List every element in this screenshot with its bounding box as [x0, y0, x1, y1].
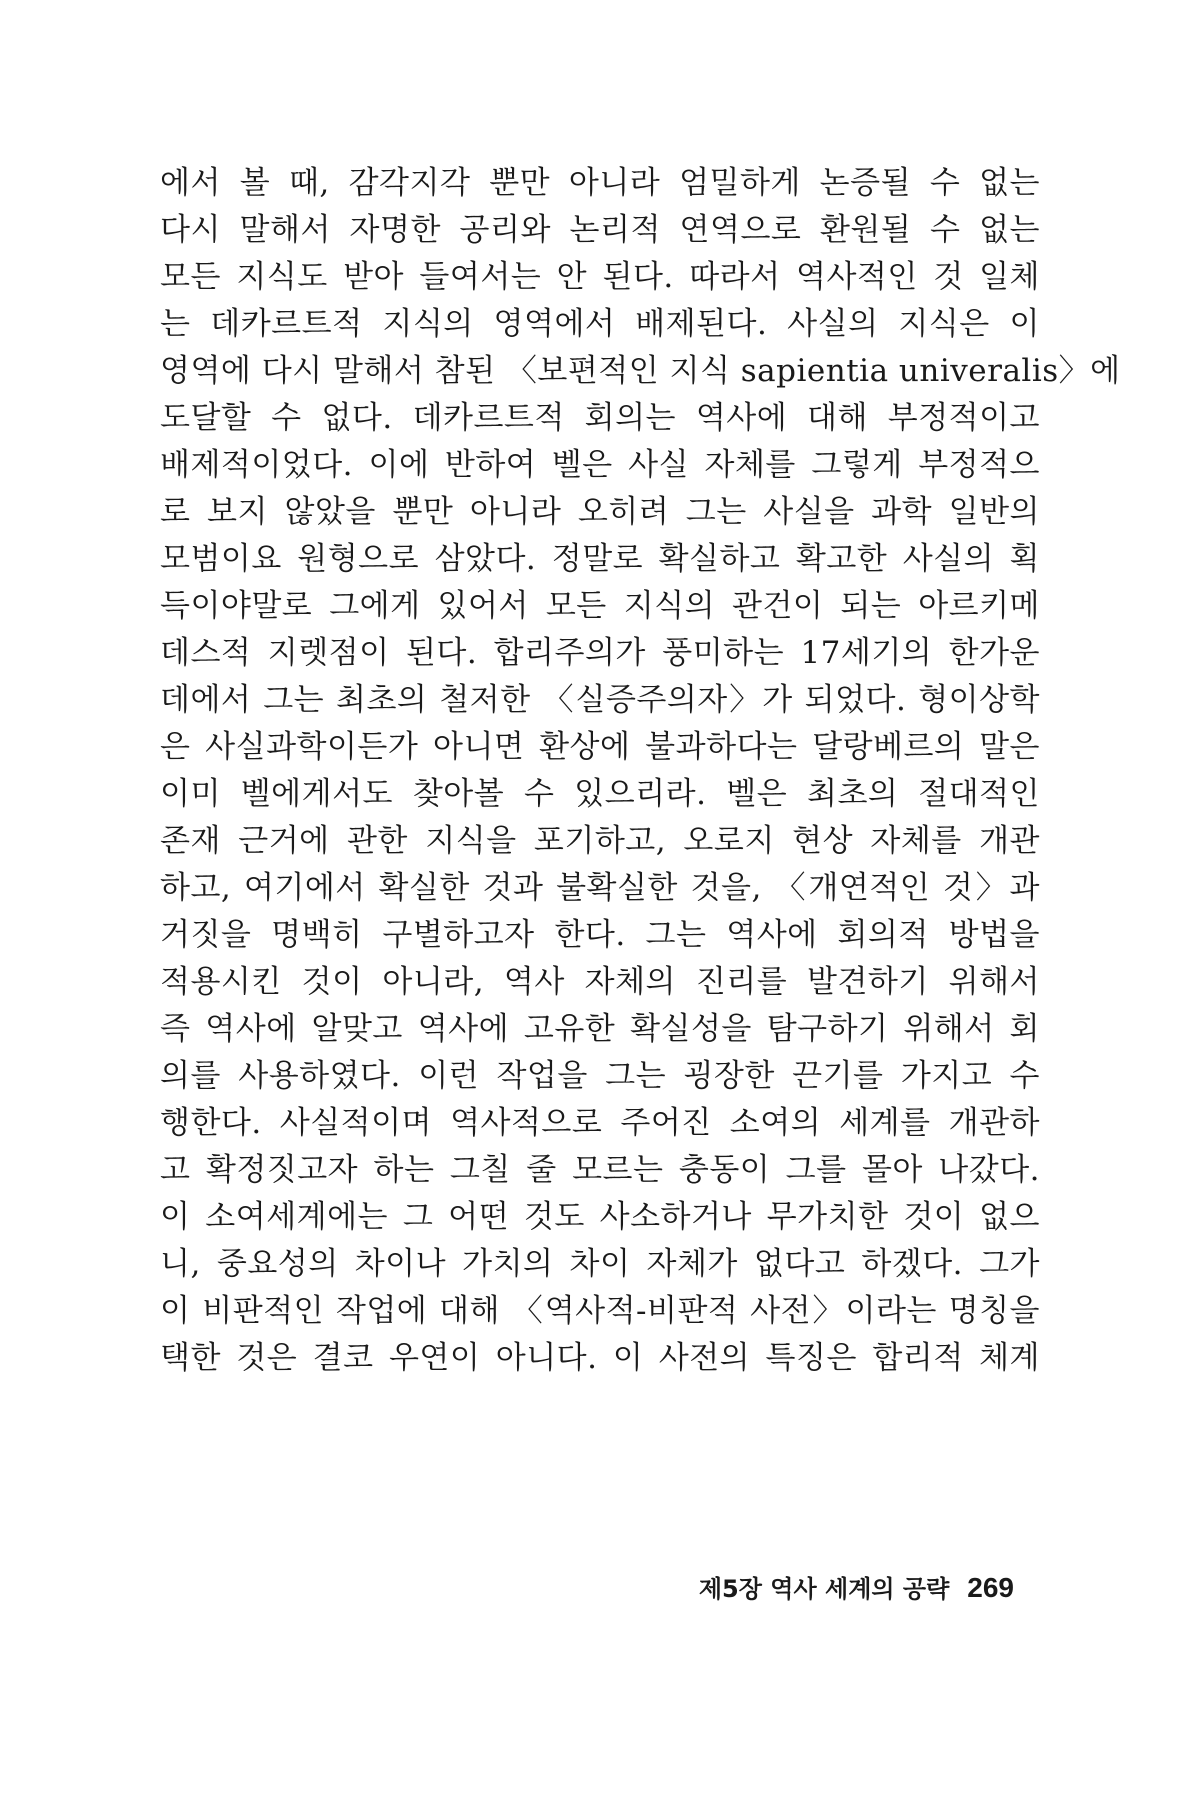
- text-line: 이미 벨에게서도 찾아볼 수 있으리라. 벨은 최초의 절대적인: [160, 776, 1040, 812]
- text-line: 데에서 그는 최초의 철저한 〈실증주의자〉가 되었다. 형이상학: [160, 682, 1040, 718]
- text-line: 적용시킨 것이 아니라, 역사 자체의 진리를 발견하기 위해서: [160, 964, 1040, 1000]
- text-line: 배제적이었다. 이에 반하여 벨은 사실 자체를 그렇게 부정적으: [160, 447, 1040, 483]
- text-line: 도달할 수 없다. 데카르트적 회의는 역사에 대해 부정적이고: [160, 400, 1040, 436]
- text-line: 에서 볼 때, 감각지각 뿐만 아니라 엄밀하게 논증될 수 없는: [160, 165, 1040, 201]
- text-line: 은 사실과학이든가 아니면 환상에 불과하다는 달랑베르의 말은: [160, 729, 1040, 765]
- text-line: 고 확정짓고자 하는 그칠 줄 모르는 충동이 그를 몰아 나갔다.: [160, 1152, 1040, 1188]
- text-line: 데스적 지렛점이 된다. 합리주의가 풍미하는 17세기의 한가운: [160, 635, 1040, 671]
- text-line: 행한다. 사실적이며 역사적으로 주어진 소여의 세계를 개관하: [160, 1105, 1040, 1141]
- text-line: 존재 근거에 관한 지식을 포기하고, 오로지 현상 자체를 개관: [160, 823, 1040, 859]
- text-line: 로 보지 않았을 뿐만 아니라 오히려 그는 사실을 과학 일반의: [160, 494, 1040, 530]
- page-footer: [699, 1568, 1014, 1608]
- page-number: 269: [967, 1572, 1014, 1603]
- running-head: 제5장 역사 세계의 공략: [698, 1575, 950, 1603]
- text-line: 택한 것은 결코 우연이 아니다. 이 사전의 특징은 합리적 체계: [160, 1340, 1040, 1376]
- text-line: 모든 지식도 받아 들여서는 안 된다. 따라서 역사적인 것 일체: [160, 259, 1040, 295]
- text-line: 다시 말해서 자명한 공리와 논리적 연역으로 환원될 수 없는: [160, 212, 1040, 248]
- text-line: 모범이요 원형으로 삼았다. 정말로 확실하고 확고한 사실의 획: [160, 541, 1040, 577]
- text-line: 하고, 여기에서 확실한 것과 불확실한 것을, 〈개연적인 것〉과: [160, 870, 1040, 906]
- text-line: 거짓을 명백히 구별하고자 한다. 그는 역사에 회의적 방법을: [160, 917, 1040, 953]
- text-line: 의를 사용하였다. 이런 작업을 그는 굉장한 끈기를 가지고 수: [160, 1058, 1040, 1094]
- body-text: [160, 160, 1121, 1382]
- text-line: 는 데카르트적 지식의 영역에서 배제된다. 사실의 지식은 이: [160, 306, 1040, 342]
- text-line: 즉 역사에 알맞고 역사에 고유한 확실성을 탐구하기 위해서 회: [160, 1011, 1040, 1047]
- text-line: 니, 중요성의 차이나 가치의 차이 자체가 없다고 하겠다. 그가: [160, 1246, 1040, 1282]
- text-line: 영역에 다시 말해서 참된 〈보편적인 지식 sapientia univeralis〉에: [160, 353, 1121, 389]
- text-line: 이 비판적인 작업에 대해 〈역사적-비판적 사전〉이라는 명칭을: [160, 1293, 1040, 1329]
- text-line: 이 소여세계에는 그 어떤 것도 사소하거나 무가치한 것이 없으: [160, 1199, 1040, 1235]
- text-line: 득이야말로 그에게 있어서 모든 지식의 관건이 되는 아르키메: [160, 588, 1040, 624]
